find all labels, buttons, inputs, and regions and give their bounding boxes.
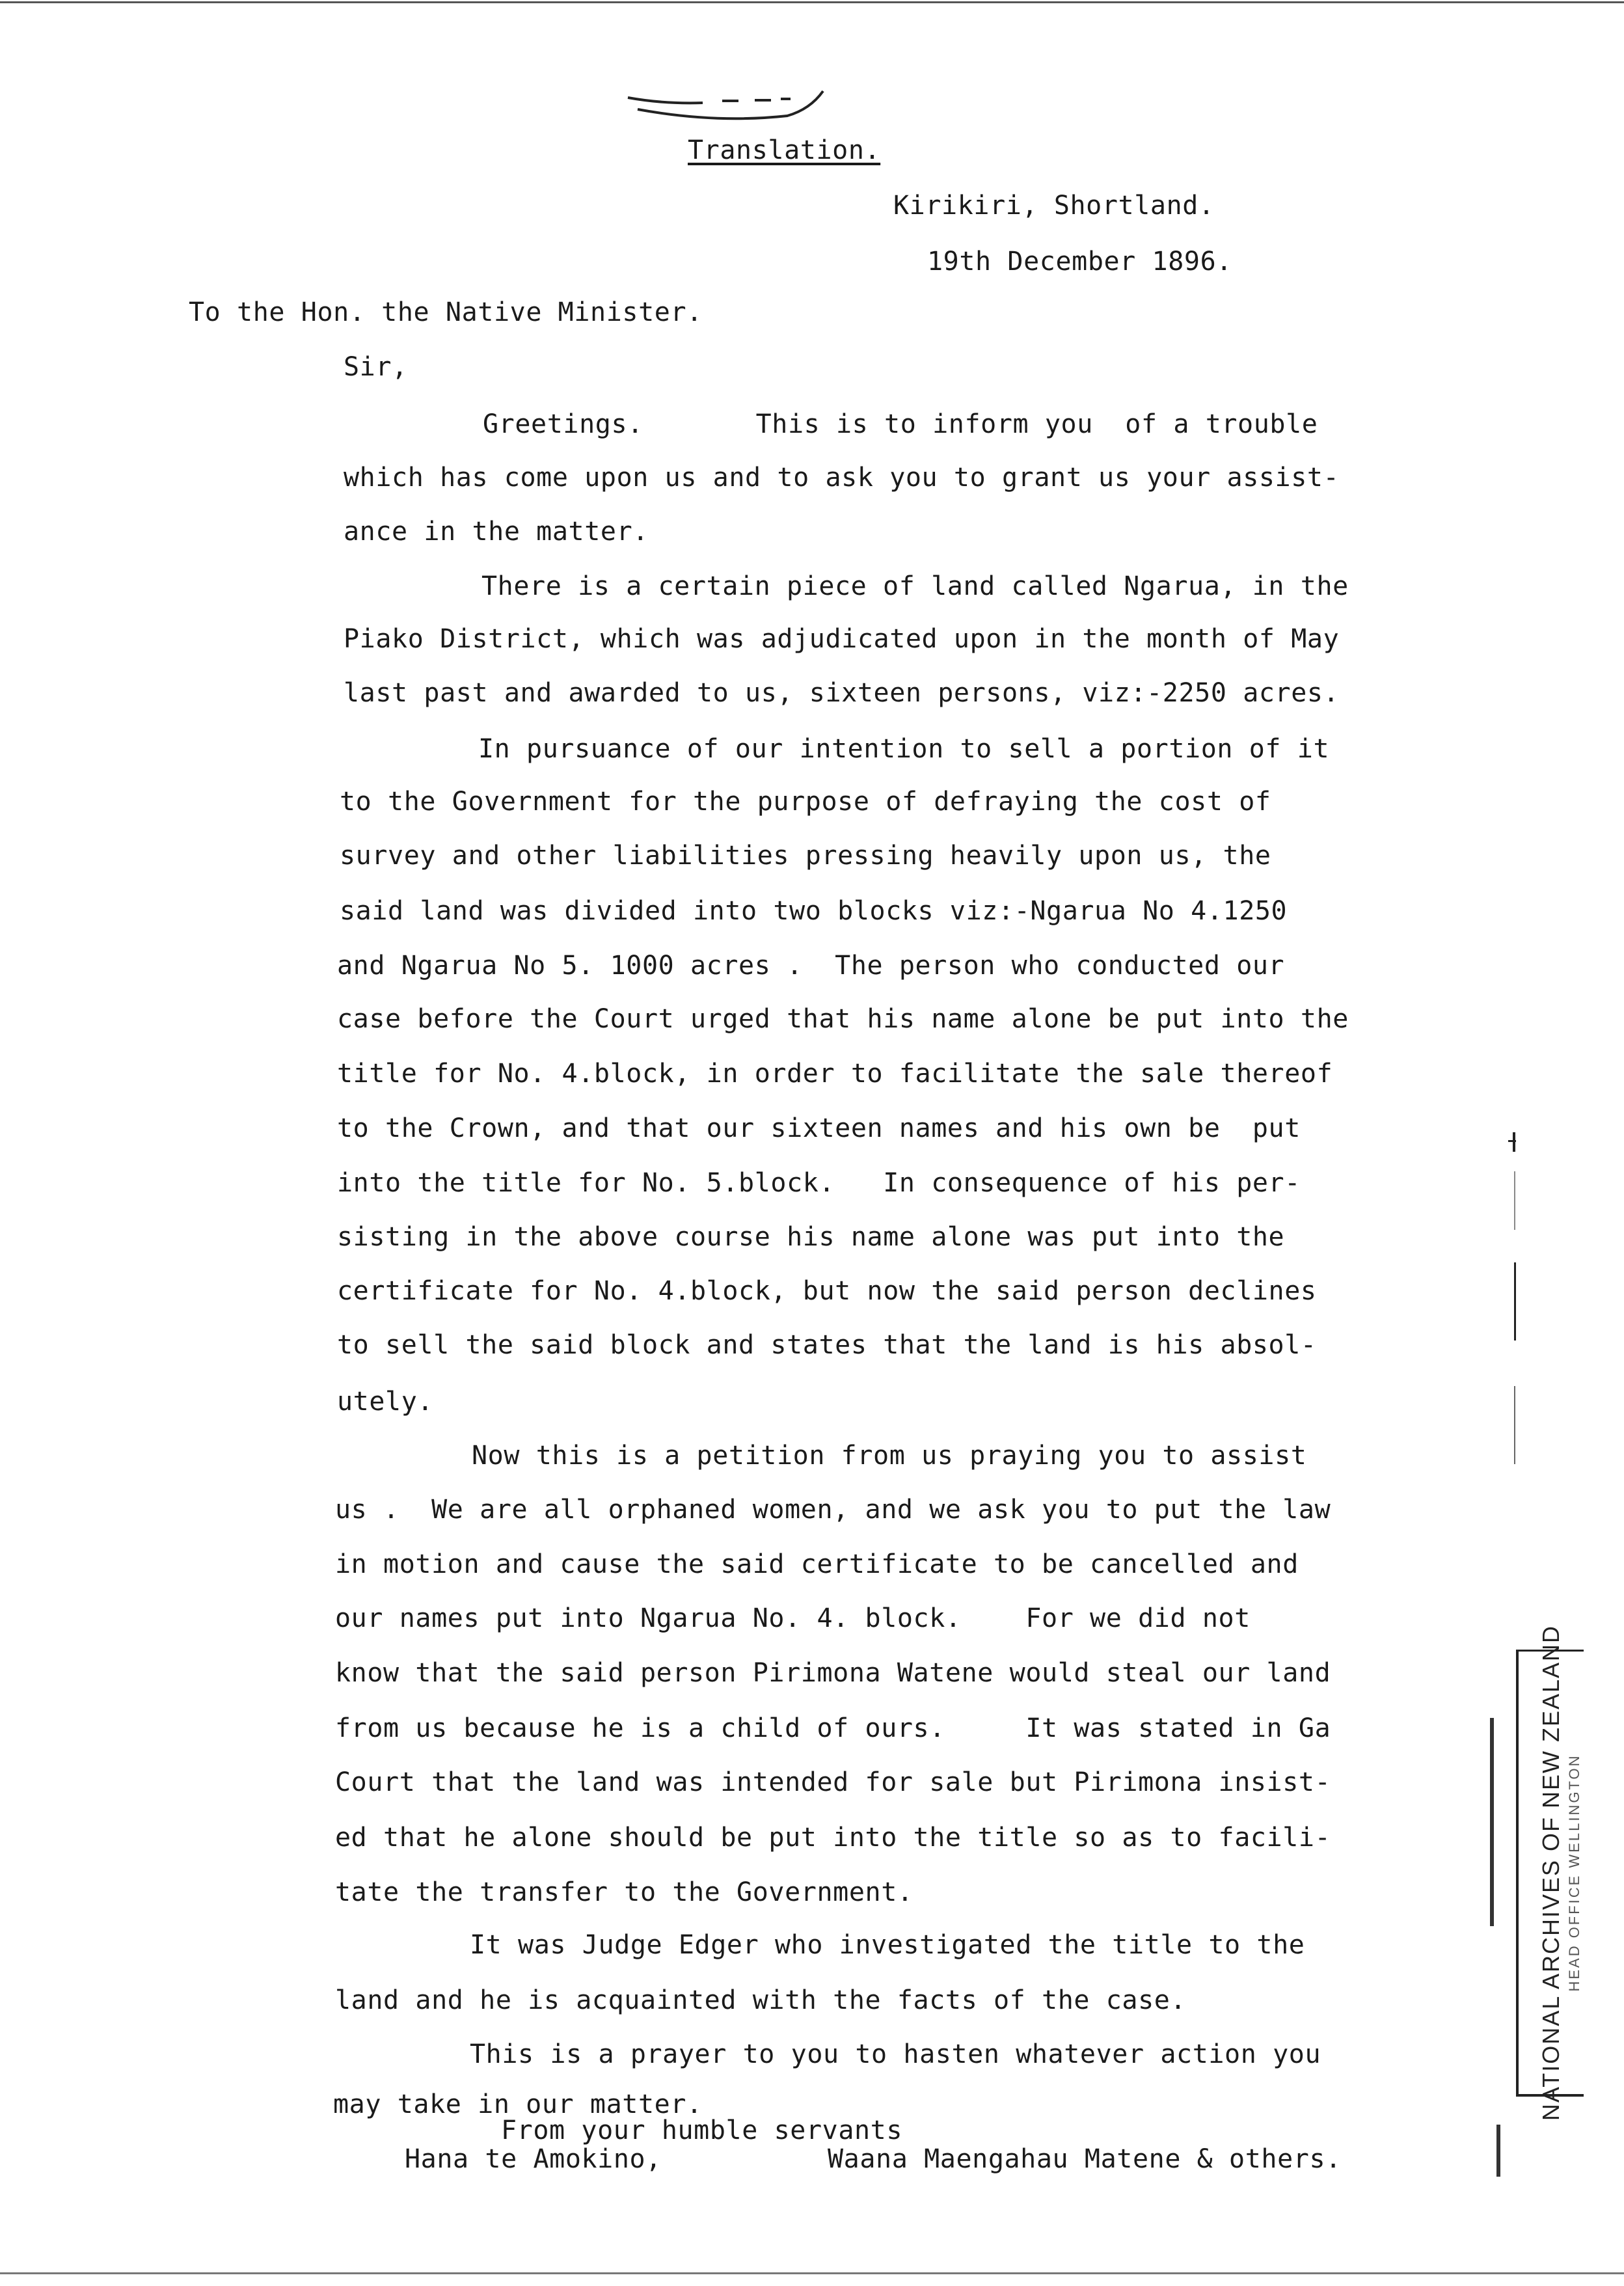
- addressee-line: To the Hon. the Native Minister.: [189, 297, 703, 327]
- body-line: sisting in the above course his name alone was put into the: [337, 1222, 1285, 1252]
- body-line: Piako District, which was adjudicated upon in the month of May: [344, 624, 1340, 654]
- body-line: It was Judge Edger who investigated the title to the: [470, 1930, 1305, 1960]
- location-line: Kirikiri, Shortland.: [893, 191, 1215, 221]
- body-line: last past and awarded to us, sixteen persons, viz:-2250 acres.: [344, 678, 1340, 708]
- body-line: case before the Court urged that his name alone be put into the: [337, 1004, 1349, 1034]
- body-line: ed that he alone should be put into the title so as to facili-: [335, 1823, 1331, 1853]
- margin-mark: [1508, 1140, 1516, 1142]
- body-line: in motion and cause the said certificate to be cancelled and: [335, 1549, 1299, 1579]
- archive-stamp: [1516, 1624, 1584, 2121]
- body-line: land and he is acquainted with the facts of the case.: [335, 1985, 1187, 2015]
- top-border: [0, 1, 1624, 3]
- salutation: Sir,: [344, 352, 408, 382]
- body-line: ance in the matter.: [344, 517, 649, 547]
- body-line: Now this is a petition from us praying you to assist: [472, 1441, 1307, 1471]
- body-line: to sell the said block and states that the land is his absol-: [337, 1330, 1317, 1360]
- margin-mark: [1490, 1718, 1494, 1926]
- signatory-2: Waana Maengahau Matene & others.: [828, 2144, 1342, 2174]
- body-line: know that the said person Pirimona Watene would steal our land: [335, 1658, 1331, 1688]
- header-scribble: [625, 85, 833, 124]
- body-line: survey and other liabilities pressing heavily upon us, the: [340, 841, 1271, 871]
- bottom-border: [0, 2272, 1624, 2274]
- margin-mark: [1514, 1262, 1516, 1340]
- body-line: us . We are all orphaned women, and we ask you to put the law: [335, 1495, 1331, 1525]
- margin-mark: [1514, 1171, 1515, 1230]
- body-line: Court that the land was intended for sale but Pirimona insist-: [335, 1767, 1331, 1797]
- body-line: said land was divided into two blocks viz:-Ngarua No 4.1250: [340, 896, 1288, 926]
- margin-mark: [1496, 2125, 1500, 2177]
- date-line: 19th December 1896.: [927, 247, 1232, 277]
- body-line: In pursuance of our intention to sell a portion of it: [478, 734, 1330, 764]
- body-line: our names put into Ngarua No. 4. block. For we did not: [335, 1603, 1251, 1633]
- body-line: and Ngarua No 5. 1000 acres . The person who conducted our: [337, 951, 1285, 981]
- body-line: tate the transfer to the Government.: [335, 1877, 914, 1907]
- stamp-text: NATIONAL ARCHIVES OF NEW ZEALAND: [1537, 1624, 1564, 2121]
- margin-mark: [1514, 1386, 1515, 1464]
- stamp-subtext: HEAD OFFICE WELLINGTON: [1566, 1754, 1582, 1992]
- body-line: utely.: [337, 1387, 434, 1417]
- signatory-1: Hana te Amokino,: [405, 2144, 662, 2174]
- body-line: This is a prayer to you to hasten whatever action you: [470, 2039, 1321, 2069]
- margin-mark: [1513, 1132, 1515, 1152]
- body-line: Greetings. This is to inform you of a trouble: [483, 409, 1318, 439]
- body-line: into the title for No. 5.block. In consequence of his per-: [337, 1168, 1301, 1198]
- closing-line: From your humble servants: [501, 2116, 903, 2145]
- body-line: There is a certain piece of land called Ngarua, in the: [481, 571, 1349, 601]
- body-line: may take in our matter.: [333, 2089, 703, 2119]
- body-line: to the Government for the purpose of defraying the cost of: [340, 787, 1271, 817]
- body-line: from us because he is a child of ours. It was stated in Ga: [335, 1713, 1331, 1743]
- body-line: certificate for No. 4.block, but now the said person declines: [337, 1276, 1317, 1306]
- body-line: which has come upon us and to ask you to grant us your assist-: [344, 463, 1340, 493]
- body-line: to the Crown, and that our sixteen names and his own be put: [337, 1113, 1301, 1143]
- body-line: title for No. 4.block, in order to facilitate the sale thereof: [337, 1059, 1333, 1089]
- document-title: Translation.: [688, 135, 881, 165]
